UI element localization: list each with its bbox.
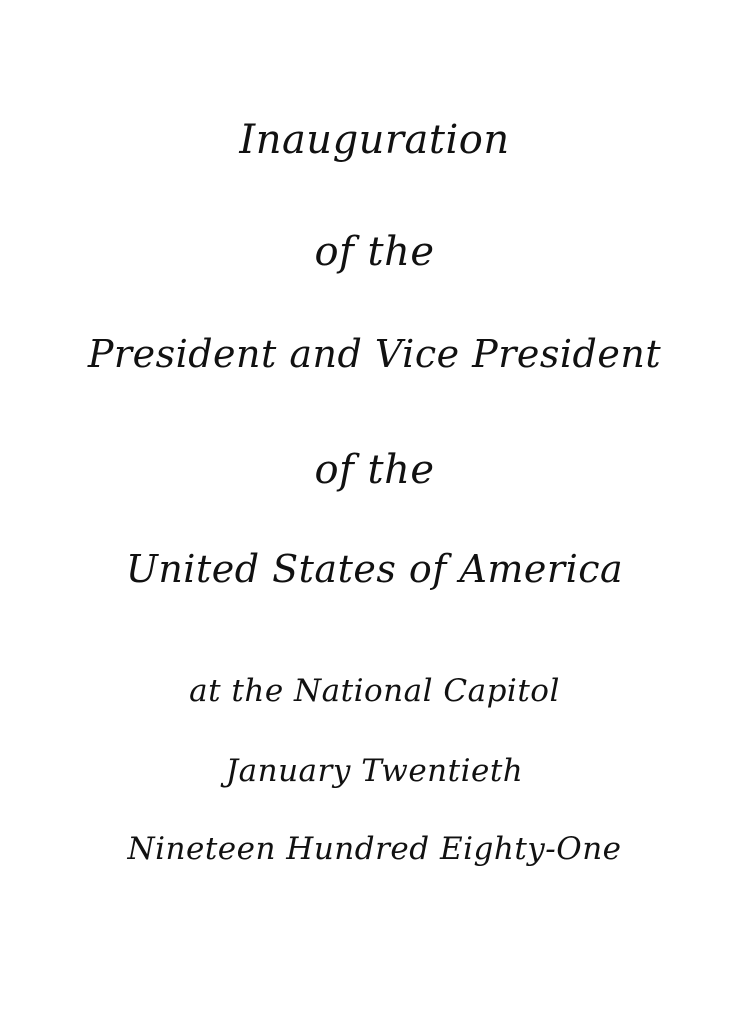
title-inauguration: Inauguration [239,117,510,163]
text-date: January Twentieth [225,753,524,789]
text-of-the-2: of the [314,447,435,493]
text-president-and-vice-president: President and Vice President [87,332,662,376]
text-year: Nineteen Hundred Eighty-One [127,831,622,867]
text-united-states-of-america: United States of America [125,547,624,591]
text-location: at the National Capitol [189,673,560,709]
text-of-the-1: of the [314,229,435,275]
